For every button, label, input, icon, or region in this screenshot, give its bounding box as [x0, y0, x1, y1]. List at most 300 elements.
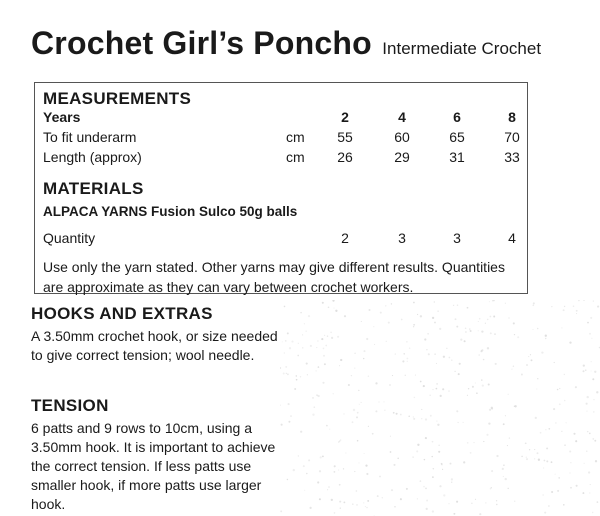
speckle-dot	[288, 421, 290, 423]
speckle-dot	[482, 385, 484, 387]
speckle-dot	[364, 453, 365, 454]
speckle-dot	[328, 486, 330, 488]
speckle-dot	[340, 359, 342, 361]
speckle-dot	[366, 338, 368, 340]
speckle-dot	[555, 474, 556, 475]
speckle-dot	[596, 391, 598, 393]
speckle-dot	[453, 305, 454, 306]
speckle-dot	[486, 434, 488, 436]
speckle-dot	[475, 499, 476, 500]
speckle-dot	[384, 410, 385, 411]
speckle-dot	[280, 404, 281, 406]
speckle-dot	[535, 417, 537, 419]
speckle-dot	[451, 482, 452, 483]
row-unit: cm	[286, 149, 305, 165]
table-cell: 55	[337, 129, 353, 145]
speckle-dot	[488, 422, 490, 424]
speckle-dot	[437, 311, 438, 312]
speckle-dot	[425, 437, 427, 439]
speckle-dot	[413, 416, 414, 417]
speckle-dot	[469, 328, 470, 329]
speckle-dot	[304, 323, 305, 324]
speckle-dot	[555, 422, 556, 423]
speckle-dot	[405, 375, 406, 376]
speckle-dot	[348, 384, 350, 386]
speckle-dot	[429, 394, 431, 396]
speckle-dot	[507, 445, 508, 446]
speckle-dot	[557, 389, 559, 391]
speckle-dot	[339, 501, 341, 503]
speckle-dot	[541, 351, 543, 353]
speckle-dot	[521, 374, 523, 376]
speckle-dot	[442, 469, 443, 470]
speckle-dot	[483, 359, 485, 361]
speckle-dot	[333, 308, 334, 309]
speckle-dot	[322, 382, 324, 384]
speckle-dot	[324, 363, 326, 365]
speckle-dot	[586, 451, 587, 452]
speckle-dot	[306, 331, 307, 332]
speckle-dot	[334, 465, 336, 467]
speckle-dot	[449, 357, 451, 359]
speckle-dot	[320, 456, 322, 458]
speckle-dot	[564, 444, 566, 446]
speckle-dot	[340, 507, 341, 508]
speckle-dot	[335, 310, 337, 312]
speckle-dot	[476, 392, 478, 394]
speckle-dot	[594, 440, 596, 442]
speckle-dot	[328, 306, 330, 308]
speckle-dot	[479, 318, 481, 320]
speckle-dot	[420, 381, 422, 383]
speckle-dot	[312, 397, 314, 399]
speckle-dot	[386, 341, 387, 342]
speckle-dot	[470, 452, 472, 454]
speckle-dot	[291, 341, 293, 343]
speckle-dot	[436, 383, 438, 385]
speckle-dot	[293, 469, 295, 471]
table-cell: 2	[341, 230, 349, 246]
speckle-dot	[491, 408, 493, 410]
speckle-dot	[513, 322, 515, 324]
speckle-dot	[363, 358, 364, 359]
pattern-title: Crochet Girl’s Poncho	[31, 25, 372, 61]
speckle-dot	[433, 468, 434, 469]
speckle-dot	[285, 366, 287, 368]
speckle-dot	[508, 394, 509, 395]
speckle-dot	[365, 506, 366, 507]
speckle-dot	[460, 339, 462, 341]
speckle-dot	[284, 352, 285, 353]
speckle-dot	[331, 499, 333, 501]
underarm-row	[43, 129, 519, 149]
speckle-dot	[451, 478, 453, 480]
yarn-note: Use only the yarn stated. Other yarns may give different results. Quantities are approximate as they can vary between crochet workers.	[43, 259, 505, 295]
speckle-dot	[421, 418, 422, 419]
speckle-dot	[589, 333, 591, 335]
speckle-dot	[298, 455, 299, 456]
speckle-dot	[397, 458, 399, 460]
speckle-dot	[377, 495, 379, 497]
speckle-dot	[366, 507, 368, 509]
speckle-dot	[530, 354, 531, 355]
speckle-dot	[590, 484, 591, 485]
table-cell: 3	[398, 230, 406, 246]
size-header: 6	[453, 109, 461, 125]
speckle-dot	[490, 316, 492, 318]
speckle-dot	[473, 442, 474, 443]
speckle-dot	[373, 326, 374, 327]
speckle-dot	[551, 306, 552, 307]
speckle-dot	[465, 331, 467, 333]
speckle-dot	[507, 488, 509, 490]
speckle-dot	[464, 340, 466, 342]
speckle-dot	[432, 389, 433, 390]
speckle-dot	[300, 376, 301, 377]
speckle-dot	[343, 413, 344, 414]
speckle-dot	[561, 327, 562, 328]
speckle-dot	[306, 363, 308, 365]
speckle-dot	[304, 490, 305, 491]
speckle-dot	[569, 341, 571, 343]
speckle-dot	[318, 366, 320, 368]
speckle-dot	[329, 429, 330, 430]
speckle-dot	[458, 422, 459, 423]
speckle-dot	[492, 300, 494, 302]
speckle-dot	[294, 388, 296, 390]
background-speckle	[280, 300, 600, 516]
speckle-dot	[438, 451, 440, 453]
speckle-dot	[588, 471, 590, 473]
speckle-dot	[345, 452, 346, 453]
speckle-dot	[323, 355, 325, 357]
speckle-dot	[458, 373, 460, 375]
speckle-dot	[314, 406, 316, 408]
speckle-dot	[481, 330, 483, 332]
speckle-dot	[413, 302, 415, 304]
speckle-dot	[287, 332, 289, 334]
row-unit: cm	[286, 129, 305, 145]
speckle-dot	[489, 301, 490, 302]
speckle-dot	[338, 469, 339, 470]
speckle-dot	[288, 403, 290, 405]
speckle-dot	[417, 314, 418, 315]
speckle-dot	[595, 460, 597, 462]
speckle-dot	[353, 409, 355, 411]
speckle-dot	[378, 401, 379, 402]
speckle-dot	[514, 405, 516, 407]
speckle-dot	[557, 490, 559, 492]
speckle-dot	[368, 309, 370, 311]
speckle-dot	[589, 492, 590, 493]
speckle-dot	[286, 373, 287, 374]
speckle-dot	[551, 461, 553, 463]
speckle-dot	[587, 431, 588, 432]
speckle-dot	[583, 300, 584, 301]
speckle-dot	[586, 411, 587, 412]
speckle-dot	[389, 384, 391, 386]
speckle-dot	[432, 317, 434, 319]
speckle-dot	[496, 504, 497, 505]
speckle-dot	[505, 478, 507, 480]
speckle-dot	[420, 315, 422, 317]
speckle-dot	[475, 382, 476, 383]
speckle-dot	[316, 347, 317, 348]
speckle-dot	[472, 386, 474, 388]
speckle-dot	[488, 383, 490, 385]
speckle-dot	[479, 513, 481, 515]
speckle-dot	[563, 504, 565, 506]
speckle-dot	[546, 460, 548, 462]
speckle-dot	[503, 464, 505, 466]
speckle-dot	[372, 433, 374, 435]
speckle-dot	[409, 347, 411, 349]
length-row	[43, 149, 519, 169]
speckle-dot	[437, 424, 439, 426]
speckle-dot	[393, 412, 395, 414]
speckle-dot	[390, 436, 391, 437]
speckle-dot	[576, 310, 578, 312]
speckle-dot	[584, 463, 585, 464]
speckle-dot	[322, 302, 324, 304]
speckle-dot	[308, 459, 310, 461]
speckle-dot	[316, 394, 318, 396]
speckle-dot	[513, 366, 514, 367]
speckle-dot	[413, 324, 415, 326]
speckle-dot	[548, 505, 550, 507]
speckle-dot	[298, 343, 299, 344]
speckle-dot	[525, 442, 527, 444]
speckle-dot	[401, 319, 403, 321]
speckle-dot	[408, 415, 410, 417]
speckle-dot	[440, 395, 442, 397]
speckle-dot	[395, 353, 396, 354]
speckle-dot	[481, 349, 483, 351]
speckle-dot	[439, 485, 441, 487]
speckle-dot	[561, 431, 562, 432]
speckle-dot	[471, 503, 472, 504]
speckle-dot	[334, 471, 336, 473]
speckle-dot	[392, 375, 393, 376]
speckle-dot	[569, 472, 570, 473]
row-label: Length (approx)	[43, 149, 142, 165]
speckle-dot	[448, 391, 449, 392]
speckle-dot	[534, 449, 535, 450]
speckle-dot	[559, 388, 560, 389]
speckle-dot	[394, 506, 396, 508]
speckle-dot	[361, 321, 362, 322]
speckle-dot	[403, 353, 404, 354]
speckle-dot	[537, 328, 539, 330]
speckle-dot	[426, 508, 428, 510]
speckle-dot	[428, 353, 430, 355]
speckle-dot	[478, 321, 479, 322]
size-header: 8	[508, 109, 516, 125]
speckle-dot	[352, 503, 354, 505]
speckle-dot	[591, 370, 592, 371]
speckle-dot	[587, 322, 589, 324]
yarn-row	[43, 204, 519, 224]
speckle-dot	[285, 340, 287, 342]
speckle-dot	[559, 403, 561, 405]
speckle-dot	[544, 460, 546, 462]
speckle-dot	[432, 456, 433, 457]
speckle-dot	[487, 347, 489, 349]
speckle-dot	[310, 345, 312, 347]
speckle-dot	[496, 455, 498, 457]
speckle-dot	[412, 456, 414, 458]
speckle-dot	[467, 395, 468, 396]
speckle-dot	[300, 312, 302, 314]
speckle-dot	[590, 317, 592, 319]
speckle-dot	[340, 439, 341, 440]
speckle-dot	[302, 334, 303, 335]
speckle-dot	[594, 371, 596, 373]
speckle-dot	[508, 317, 509, 318]
speckle-dot	[423, 486, 425, 488]
speckle-dot	[282, 341, 283, 342]
speckle-dot	[589, 433, 591, 435]
speckle-dot	[365, 465, 367, 467]
speckle-dot	[416, 450, 418, 452]
speckle-dot	[391, 489, 393, 491]
row-label: To fit underarm	[43, 129, 137, 145]
speckle-dot	[424, 338, 426, 340]
speckle-dot	[309, 507, 311, 509]
speckle-dot	[443, 356, 445, 358]
speckle-dot	[334, 512, 336, 514]
speckle-dot	[456, 326, 458, 328]
hooks-section	[31, 304, 281, 365]
speckle-dot	[578, 300, 580, 301]
speckle-dot	[457, 304, 458, 305]
speckle-dot	[570, 487, 572, 489]
speckle-dot	[439, 328, 441, 330]
speckle-dot	[545, 429, 546, 430]
speckle-dot	[337, 336, 339, 338]
speckle-dot	[434, 353, 436, 355]
speckle-dot	[339, 484, 341, 486]
speckle-dot	[383, 401, 384, 402]
speckle-dot	[331, 337, 333, 339]
speckle-dot	[459, 363, 461, 365]
speckle-dot	[327, 336, 328, 337]
speckle-dot	[417, 444, 419, 446]
speckle-dot	[551, 491, 553, 493]
speckle-dot	[576, 485, 578, 487]
speckle-dot	[489, 409, 491, 411]
speckle-dot	[330, 332, 331, 333]
speckle-dot	[441, 464, 442, 465]
speckle-dot	[415, 375, 416, 376]
size-header: 2	[341, 109, 349, 125]
speckle-dot	[402, 360, 404, 362]
speckle-dot	[323, 348, 325, 350]
speckle-dot	[426, 500, 428, 502]
speckle-dot	[319, 498, 321, 500]
speckle-dot	[593, 301, 594, 302]
measurements-heading: MEASUREMENTS	[43, 89, 192, 108]
speckle-dot	[532, 304, 534, 306]
speckle-dot	[406, 341, 408, 343]
speckle-dot	[491, 487, 492, 488]
speckle-dot	[470, 330, 472, 332]
speckle-dot	[597, 501, 599, 503]
speckle-dot	[284, 306, 286, 308]
speckle-dot	[468, 388, 469, 389]
speckle-dot	[391, 303, 392, 304]
speckle-dot	[322, 455, 324, 457]
speckle-dot	[379, 476, 381, 478]
speckle-dot	[526, 364, 528, 366]
speckle-dot	[583, 364, 585, 366]
speckle-dot	[400, 498, 402, 500]
speckle-dot	[424, 459, 425, 460]
speckle-dot	[442, 388, 444, 390]
speckle-dot	[537, 452, 539, 454]
speckle-dot	[339, 440, 340, 441]
speckle-dot	[521, 456, 523, 458]
speckle-dot	[290, 415, 292, 417]
speckle-dot	[368, 426, 369, 427]
speckle-dot	[374, 344, 375, 345]
speckle-dot	[456, 410, 458, 412]
speckle-dot	[368, 375, 369, 376]
speckle-dot	[569, 450, 571, 452]
speckle-dot	[548, 428, 550, 430]
table-cell: 60	[394, 129, 410, 145]
speckle-dot	[576, 313, 577, 314]
speckle-dot	[332, 300, 334, 302]
speckle-dot	[591, 338, 592, 339]
speckle-dot	[306, 473, 308, 475]
speckle-dot	[573, 433, 575, 435]
speckle-dot	[546, 447, 548, 449]
table-cell: 4	[508, 230, 516, 246]
speckle-dot	[467, 307, 469, 309]
speckle-dot	[351, 375, 352, 376]
speckle-dot	[585, 369, 587, 371]
years-label: Years	[43, 109, 81, 125]
speckle-dot	[511, 369, 512, 370]
speckle-dot	[344, 315, 346, 317]
speckle-dot	[363, 350, 365, 352]
speckle-dot	[540, 432, 542, 434]
speckle-dot	[463, 461, 465, 463]
speckle-dot	[494, 333, 496, 335]
speckle-dot	[407, 361, 408, 362]
speckle-dot	[432, 510, 434, 512]
speckle-dot	[413, 418, 415, 420]
speckle-dot	[531, 359, 533, 361]
speckle-dot	[593, 411, 595, 413]
yarn-name: ALPACA YARNS Fusion Sulco 50g balls	[43, 204, 298, 219]
speckle-dot	[289, 347, 291, 349]
speckle-dot	[528, 356, 529, 357]
speckle-dot	[463, 422, 464, 423]
speckle-dot	[316, 370, 317, 371]
speckle-dot	[312, 414, 314, 416]
table-cell: 29	[394, 149, 410, 165]
speckle-dot	[400, 414, 402, 416]
speckle-dot	[553, 408, 555, 410]
speckle-dot	[478, 354, 480, 356]
speckle-dot	[582, 492, 584, 494]
speckle-dot	[307, 374, 308, 375]
speckle-dot	[573, 305, 574, 306]
speckle-dot	[423, 385, 425, 387]
table-cell: 26	[337, 149, 353, 165]
